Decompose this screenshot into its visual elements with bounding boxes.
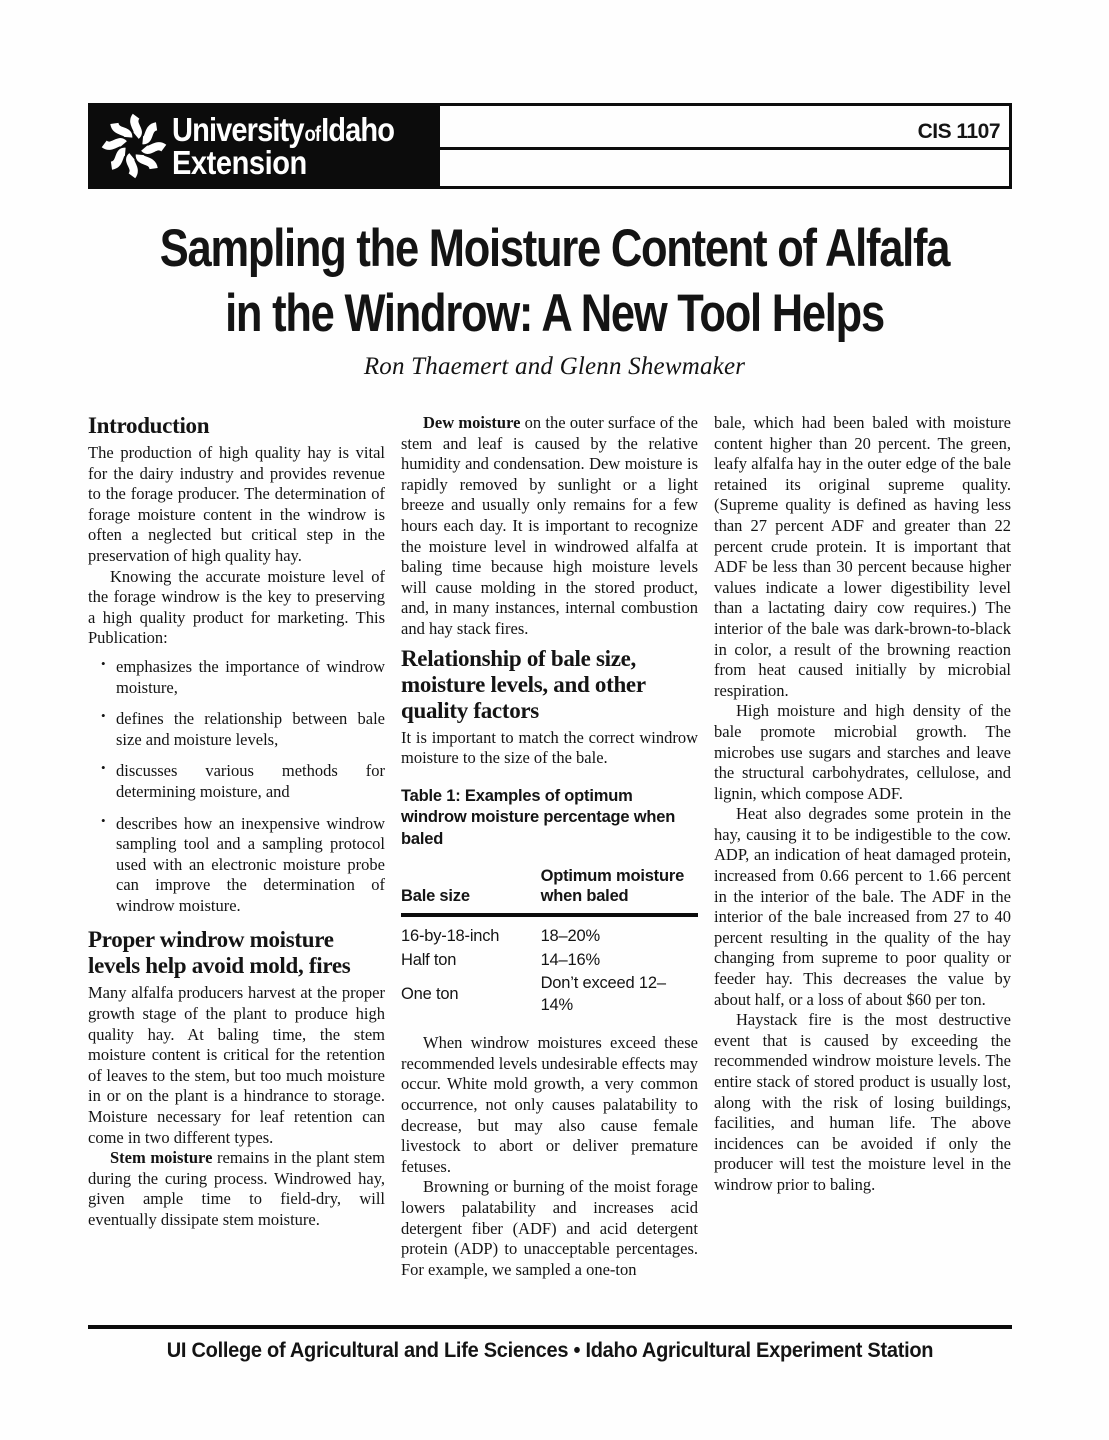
list-item [101,708,385,750]
article-columns [88,413,1012,1303]
brand-idaho: Idaho [321,111,395,148]
university-brand-block [88,103,437,189]
page-title-line1: Sampling the Moisture Content of Alfalfa [159,219,950,278]
byline: Ron Thaemert and Glenn Shewmaker [363,353,746,380]
bold-lead: Dew moisture [423,413,521,432]
title-block [0,216,1109,381]
list-item [101,812,385,917]
cell-bale-size: One ton [401,984,459,1003]
brand-wordmark [172,113,394,179]
brand-line-extension: Extension [172,144,307,181]
paragraph: Haystack fire is the most destructive event that is caused by exceeding the recommended windrow moisture levels. The entire stack of stored product is usually lost, along with the risk of losing buildings, facilities, and human life. The above incidences can be avoided if only the producer will test the moisture level in the windrow prior to baling. [714,1010,1011,1194]
table-row [401,915,698,949]
paragraph: Many alfalfa producers harvest at the proper growth stage of the plant to produce high quality hay. At baling time, the stem moisture content is critical for the retention of leaves to the stem, but too much moisture in or on the plant is a hindrance to storage. Moisture necessary for leaf retention can come in two different types. [88,983,385,1147]
paragraph: When windrow moistures exceed these recommended levels undesirable effects may occur. White mold growth, a very common occurrence, not only causes palatability to decrease, but may also cause female livestock to abort or deliver premature fetuses. [401,1033,698,1176]
table1-header-bale-size: Bale size [401,866,541,915]
column-2 [401,413,698,1303]
paragraph: Heat also degrades some protein in the hay, causing it to be indigestible to the cow. ADP, an indication of heat damaged protein, increased from 0.66 percent to 1.66 percent in the interior of the bale. The ADF in the interior of the bale increased from 27 to 40 percent resulting in the quality of the hay changing from supreme to poor quality or feeder hay. This decreases the value by about half, or a loss of about $60 per ton. [714,804,1011,1009]
footer-text: UI College of Agricultural and Life Sciences • Idaho Agricultural Experiment Station [166,1338,934,1362]
paragraph: bale, which had been baled with moisture content higher than 20 percent. The green, leafy alfalfa hay in the outer edge of the bale retained its original supreme quality. (Supreme quality is defined as having less than 27 percent ADF and greater than 22 percent crude protein. It is important that ADF be less than 30 percent because higher values indicate a lower digestibility level than a lactating dairy cow requires.) The interior of the bale was dark-brown-to-black in color, a result of the browning reaction from heat caused initially by microbial respiration. [714,413,1011,700]
cell-bale-size: 16-by-18-inch [401,927,500,946]
paragraph-text: remains in the plant stem during the curing process. Windrowed hay, given ample time to field-dry, will eventually dissipate stem moisture. [88,1148,385,1229]
cell-bale-size: Half ton [401,950,457,969]
table1-header-optimum-moisture: Optimum moisture when baled [541,866,698,915]
table1-optimum-moisture [401,866,698,1017]
page-footer [88,1325,1012,1363]
bullet-icon: • [101,760,106,776]
list-item-text: describes how an inexpensive windrow sampling tool and a sampling protocol used with an electronic moisture probe can improve the determination of windrow moisture. [116,813,385,915]
heading-relationship-bale-size: Relationship of bale size, moisture levels, and other quality factors [401,645,646,723]
publication-bullet-list [88,657,385,917]
cell-moisture: 14–16% [540,950,600,969]
column-1 [88,413,385,1303]
cell-moisture: 18–20% [540,927,600,946]
brand-line-university-of-idaho [172,113,394,146]
list-item-text: discusses various methods for determining moisture, and [116,761,385,801]
brand-university: University [172,111,304,148]
paragraph-text: on the outer surface of the stem and leaf is caused by the relative humidity and condensation. Dew moisture is rapidly removed by sunlight or a light breeze and usually only remains for a few hours each day. It is important to recognize the moisture level in windrowed alfalfa at baling time because high moisture levels will cause molding in the stored product, and, in many instances, internal combustion and hay stack fires. [401,413,698,638]
heading-proper-windrow-moisture: Proper windrow moisture levels help avoid mold, fires [88,927,351,979]
publication-number-box [437,103,1012,189]
list-item-text: defines the relationship between bale size and moisture levels, [116,709,385,749]
table-row [401,972,698,1017]
footer-divider [88,1325,1012,1329]
bold-lead: Stem moisture [110,1148,213,1168]
paragraph: Knowing the accurate moisture level of the forage windrow is the key to preserving a high quality product for marketing. This Publication: [88,566,385,648]
table-row [401,949,698,973]
paragraph: High moisture and high density of the bale promote microbial growth. The microbes use sugars and starches and leave the structural carbohydrates, cellulose, and lignin, which compose ADF. [714,701,1011,803]
paragraph-dew-moisture [401,413,698,640]
column-3 [714,413,1011,1303]
bullet-icon: • [101,655,106,671]
paragraph: It is important to match the correct windrow moisture to the size of the bale. [401,727,698,768]
table1-caption: Table 1: Examples of optimum windrow moisture percentage when baled [401,786,676,848]
page-title-line2: in the Windrow: A New Tool Helps [225,284,884,343]
publication-number: CIS 1107 [440,106,1009,150]
university-sunburst-logo-icon [98,110,170,182]
list-item-text: emphasizes the importance of windrow moisture, [116,656,385,697]
paragraph-stem-moisture [88,1148,385,1230]
publication-box-empty-row [440,150,1009,186]
bullet-icon: • [101,812,106,828]
cell-moisture: Don’t exceed 12–14% [540,974,666,1014]
bullet-icon: • [101,708,106,724]
paragraph: The production of high quality hay is vital for the dairy industry and provides revenue to the forage producer. The determination of forage moisture content in the windrow is often a neglected but critical step in the preservation of high quality hay. [88,443,385,565]
paragraph: Browning or burning of the moist forage lowers palatability and increases acid detergent fiber (ADF) and acid detergent protein (ADP) to unacceptable percentages. For example, we sampled a one-ton [401,1177,698,1279]
table1-header-row [401,866,698,915]
list-item [101,760,385,802]
masthead [88,103,1012,189]
list-item [101,655,385,698]
brand-of: of [304,123,321,146]
heading-introduction: Introduction [88,413,210,438]
